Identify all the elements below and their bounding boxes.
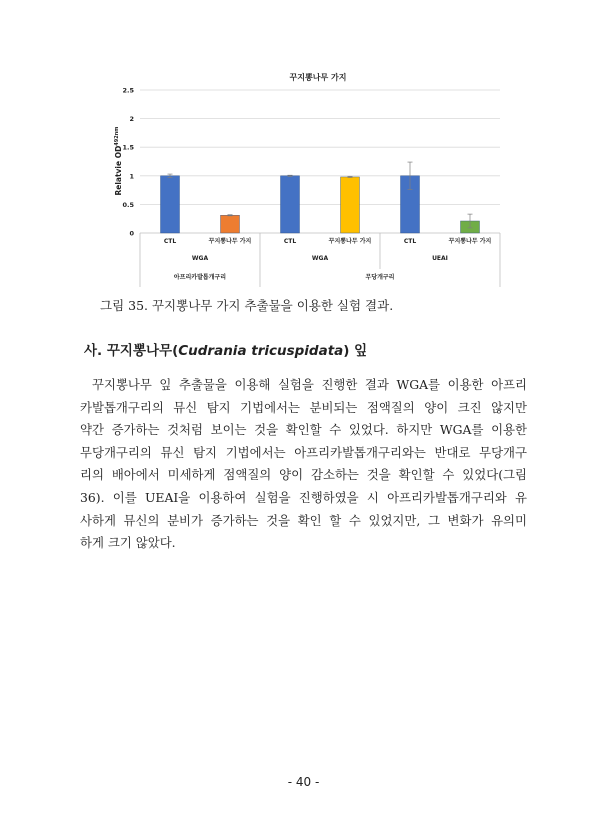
category-label: 꾸지뽕나무 가지 [448,238,492,245]
bar [281,176,300,233]
paragraph-line: 36). 이를 UEAI을 이용하여 실험을 진행하였을 시 아프리카발톱개구리와 유 [80,489,527,505]
category-label: CTL [283,238,297,245]
paragraph-line: 약간 증가하는 것처럼 보이는 것을 확인할 수 있었다. 하지만 WGA를 이용한 [80,422,527,438]
chart-title: 꾸지뽕나무 가지 [289,73,347,82]
paragraph-line: 하게 크기 않았다. [80,535,176,551]
bar [221,215,240,233]
gridlines [140,90,500,233]
method-group-label: UEAI [432,255,448,262]
category-label: 꾸지뽕나무 가지 [328,238,372,245]
figure-caption: 그림 35. 꾸지뽕나무 가지 추출물을 이용한 실험 결과. [100,298,394,313]
paragraph-line: 리의 배아에서 미세하게 점액질의 양이 감소하는 것을 확인할 수 있었다(그림 [80,467,527,483]
section-heading-latin-name: Cudrania tricuspidata [178,343,344,359]
y-tick-labels [122,87,134,238]
bar [161,176,180,233]
page-number: - 40 - [287,775,320,789]
paragraph-line: 꾸지뽕나무 잎 추출물을 이용해 실험을 진행한 결과 WGA를 이용한 아프리 [92,377,527,392]
method-group-label: WGA [191,255,209,262]
y-tick-label: 0.5 [122,200,134,209]
category-label: CTL [403,238,417,245]
error-bars [168,162,473,228]
paragraph-line: 무당개구리의 뮤신 탐지 기법에서는 아프리카발톱개구리와는 반대로 무당개구 [80,444,527,460]
bar-chart [0,0,607,300]
bar [341,177,360,233]
category-axis-table [140,233,500,287]
species-group-label: 무당개구리 [365,274,395,281]
paragraph-line: 사하게 뮤신의 분비가 증가하는 것을 확인 할 수 있었지만, 그 변화가 유의미 [80,512,527,528]
section-heading-prefix: 사. 꾸지뽕나무( [84,343,179,359]
y-tick-label: 1.5 [122,143,134,152]
method-group-label: WGA [311,255,329,262]
y-tick-label: 2.5 [122,86,134,95]
category-label: 꾸지뽕나무 가지 [208,238,252,245]
y-tick-label: 0 [129,229,134,238]
body-paragraph [80,374,527,555]
y-axis-label: Relatvie $OD^{492nm}$ [114,126,123,196]
category-label: CTL [163,238,177,245]
section-heading [84,339,367,359]
y-tick-label: 1 [129,172,134,181]
y-tick-label: 2 [129,115,134,124]
paragraph-line: 카발톱개구리의 뮤신 탐지 기법에서는 분비되는 점액질의 양이 크진 않지만 [80,399,527,415]
section-heading-suffix: ) 잎 [343,343,368,359]
species-group-label: 아프리카발톱개구리 [173,274,227,281]
